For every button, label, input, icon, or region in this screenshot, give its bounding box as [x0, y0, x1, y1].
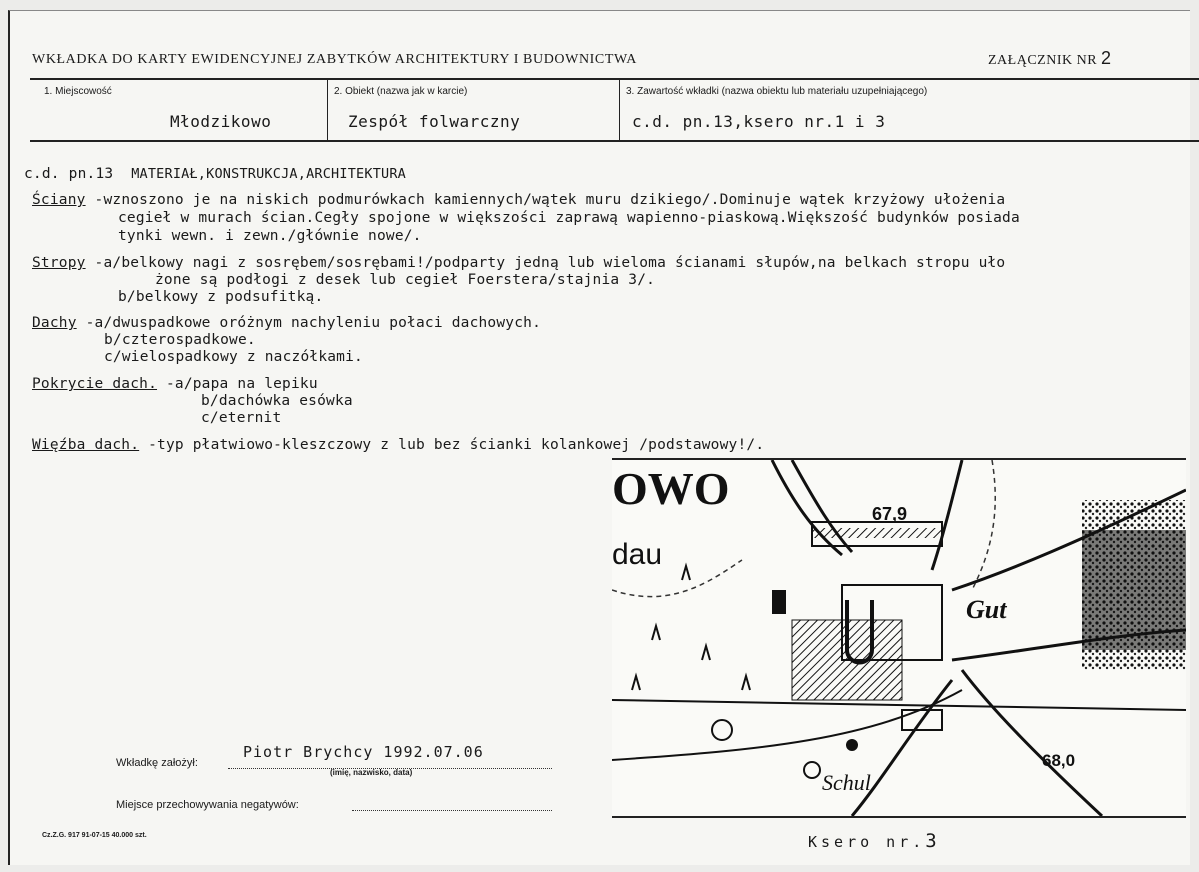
annex-number: 2 [1101, 48, 1112, 68]
ceilings-line-2: żone są podłogi z desek lub cegieł Foerstera/stajnia 3/. [155, 272, 656, 288]
copy-caption [808, 830, 937, 852]
map-grass-symbols [632, 566, 750, 690]
map-label-owo: OWO [612, 463, 730, 514]
roofing-line-2: b/dachówka esówka [201, 393, 353, 409]
map-photocopy [612, 458, 1186, 818]
copy-caption-number: 3 [925, 830, 937, 852]
walls-text-1: -wznoszono je na niskich podmurówkach kamiennych/wątek muru dzikiego/.Dominuje wątek krzyżowy ułożenia [85, 192, 1006, 208]
walls-title: Ściany [32, 192, 86, 208]
map-label-schul: Schul [822, 770, 871, 795]
map-building-north-fill [812, 528, 942, 538]
heading-prefix: c.d. pn.13 [24, 166, 114, 182]
map-drawing [612, 460, 1186, 816]
roofs-line-1 [32, 314, 541, 332]
walls-line-2: cegieł w murach ścian.Cegły spojone w większości zaprawą wapienno-piaskową.Większość budynków posiada [118, 210, 1020, 226]
ceilings-text-1: -a/belkowy nagi z sosrębem/sosrębami!/podparty jedną lub wieloma ścianami słupów,na belkach stropu uło [85, 255, 1006, 271]
ceilings-line-1 [32, 254, 1005, 272]
field-label-object: 2. Obiekt (nazwa jak w karcie) [334, 86, 468, 97]
map-tree-2 [804, 762, 820, 778]
roofs-title: Dachy [32, 315, 77, 331]
map-tree-3 [846, 739, 858, 751]
roofing-line-3: c/eternit [201, 410, 282, 426]
ceilings-line-3: b/belkowy z podsufitką. [118, 289, 324, 305]
negatives-dotline [352, 810, 552, 811]
walls-line-3: tynki wewn. i zewn./głównie nowe/. [118, 228, 422, 244]
map-label-gut: Gut [966, 595, 1007, 624]
map-track-1 [612, 700, 1186, 710]
annex-label [988, 48, 1112, 69]
map-label-elev-2: 68,0 [1042, 751, 1076, 770]
author-value: Piotr Brychcy 1992.07.06 [243, 743, 484, 761]
copy-caption-text: Ksero nr. [808, 833, 926, 851]
author-hint: (imię, nazwisko, data) [330, 768, 413, 777]
map-road-1 [772, 460, 842, 555]
map-road-2 [932, 460, 962, 570]
cell-divider-2 [619, 80, 620, 142]
map-path-dashed-2 [972, 460, 995, 590]
negatives-label: Miejsce przechowywania negatywów: [116, 799, 299, 811]
field-value-object: Zespół folwarczny [348, 112, 521, 131]
form-title: WKŁADKA DO KARTY EWIDENCYJNEJ ZABYTKÓW ARCHITEKTURY I BUDOWNICTWA [32, 52, 637, 67]
roofs-line-3: c/wielospadkowy z naczółkami. [104, 349, 363, 365]
header-rule-bottom [30, 140, 1199, 142]
cell-divider-1 [327, 80, 328, 142]
field-label-locality: 1. Miejscowość [44, 86, 112, 97]
annex-label-text: ZAŁĄCZNIK NR [988, 53, 1098, 68]
roofing-title: Pokrycie dach. [32, 376, 158, 392]
field-label-contents: 3. Zawartość wkładki (nazwa obiektu lub materiału uzupełniającego) [626, 86, 928, 97]
field-value-locality: Młodzikowo [170, 112, 272, 131]
print-code: Cz.Z.G. 917 91-07-15 40.000 szt. [42, 832, 147, 839]
roofs-text-1: -a/dwuspadkowe oróżnym nachyleniu połaci dachowych. [76, 315, 542, 331]
truss-text-1: -typ płatwiowo-kleszczowy z lub bez ścianki kolankowej /podstawowy!/. [139, 437, 765, 453]
roofs-line-2: b/czterospadkowe. [104, 332, 256, 348]
map-label-dau: dau [612, 538, 663, 571]
heading-text: MATERIAŁ,KONSTRUKCJA,ARCHITEKTURA [131, 166, 407, 182]
roofing-text-1: -a/papa na lepiku [157, 376, 318, 392]
truss-line-1 [32, 436, 764, 454]
author-label: Wkładkę założył: [116, 757, 198, 769]
map-road-5 [962, 670, 1102, 816]
walls-line-1 [32, 191, 1005, 209]
map-label-elev-1: 67,9 [872, 504, 908, 524]
roofing-line-1 [32, 375, 318, 393]
section-heading [24, 165, 406, 183]
header-rule-top [30, 78, 1199, 80]
map-building-small-1 [772, 590, 786, 614]
truss-title: Więźba dach. [32, 437, 140, 453]
map-tree-1 [712, 720, 732, 740]
field-value-contents: c.d. pn.13,ksero nr.1 i 3 [632, 112, 886, 131]
ceilings-title: Stropy [32, 255, 86, 271]
